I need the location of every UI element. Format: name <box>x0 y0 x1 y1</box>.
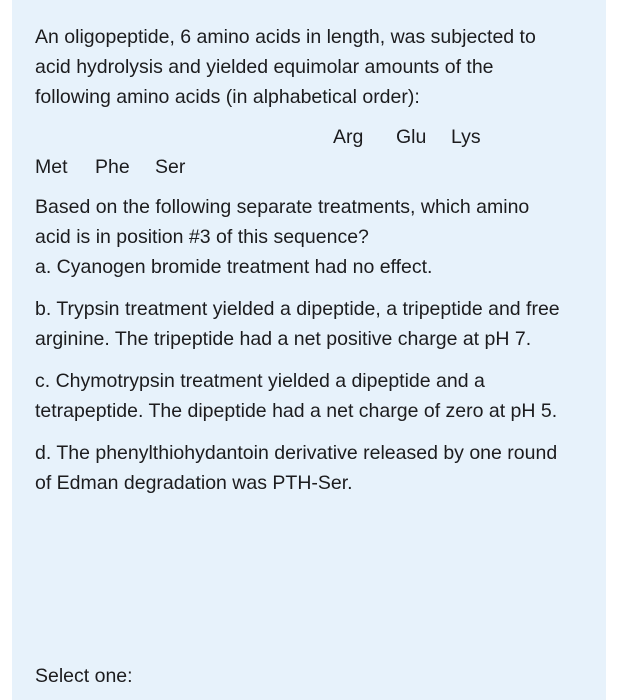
question-card <box>12 0 606 700</box>
amino-acid-met: Met <box>35 156 68 178</box>
clue-c: c. Chymotrypsin treatment yielded a dipeptide and a tetrapeptide. The dipeptide had a net charge of zero at pH 5. <box>35 370 558 422</box>
question-text <box>35 22 565 498</box>
amino-acid-ser: Ser <box>155 156 186 178</box>
question-intro: An oligopeptide, 6 amino acids in length, was subjected to acid hydrolysis and yielded equimolar amounts of the following amino acids (in alphabetical order): <box>35 26 536 108</box>
question-prompt: Based on the following separate treatments, which amino acid is in position #3 of this sequence? <box>35 196 530 248</box>
amino-acid-lys: Lys <box>451 126 481 148</box>
select-one-label: Select one: <box>35 665 133 687</box>
amino-acid-list-row-1 <box>35 122 565 152</box>
amino-acid-phe: Phe <box>95 156 130 178</box>
amino-acid-arg: Arg <box>333 126 364 148</box>
amino-acid-glu: Glu <box>396 126 427 148</box>
clue-d: d. The phenylthiohydantoin derivative released by one round of Edman degradation was PTH-Ser. <box>35 442 558 494</box>
clue-a: a. Cyanogen bromide treatment had no effect. <box>35 256 433 278</box>
amino-acid-list-row-2 <box>35 152 565 182</box>
clue-b: b. Trypsin treatment yielded a dipeptide, a tripeptide and free arginine. The tripeptide had a net positive charge at pH 7. <box>35 298 560 350</box>
